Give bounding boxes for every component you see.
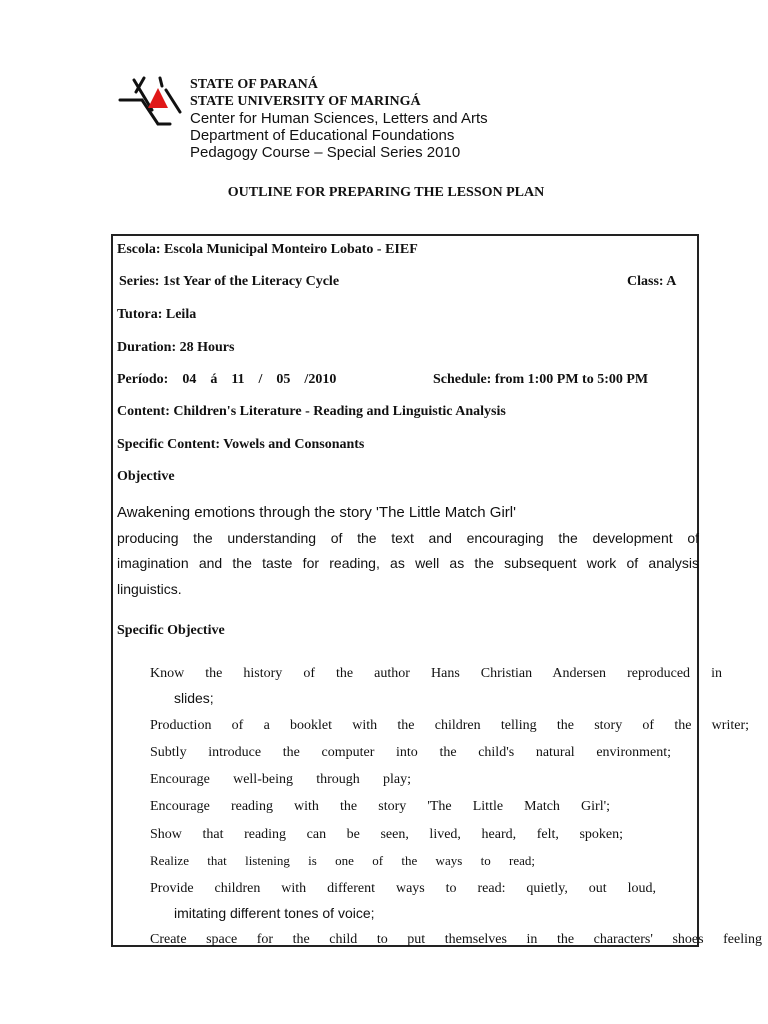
specific-objective-8-cont: imitating different tones of voice; (174, 905, 375, 921)
field-tutora: Tutora: Leila (117, 307, 197, 322)
specific-objective-4: Encourage well-being through play; (150, 772, 411, 787)
field-specific-content: Specific Content: Vowels and Consonants (117, 437, 365, 452)
specific-objective-5: Encourage reading with the story 'The Little Match Girl'; (150, 799, 610, 814)
field-series: Series: 1st Year of the Literacy Cycle (119, 274, 340, 289)
header-state: STATE OF PARANÁ (190, 77, 318, 92)
field-content: Content: Children's Literature - Reading and Linguistic Analysis (117, 404, 506, 419)
header-course: Pedagogy Course – Special Series 2010 (190, 144, 461, 161)
objective-line-3: imagination and the taste for reading, as well as the subsequent work of analysis (117, 555, 699, 571)
header-university: STATE UNIVERSITY OF MARINGÁ (190, 94, 421, 109)
field-class: Class: A (627, 274, 677, 289)
specific-objective-1: Know the history of the author Hans Christian Andersen reproduced in (150, 666, 722, 681)
specific-objective-8: Provide children with different ways to read: quietly, out loud, (150, 881, 656, 896)
document-title: OUTLINE FOR PREPARING THE LESSON PLAN (227, 185, 545, 200)
objective-line-4: linguistics. (117, 581, 182, 597)
specific-objective-2: Production of a booklet with the children telling the story of the writer; (150, 718, 749, 733)
specific-objective-1-cont: slides; (174, 690, 214, 706)
field-schedule: Schedule: from 1:00 PM to 5:00 PM (433, 372, 649, 387)
header-center: Center for Human Sciences, Letters and Arts (190, 110, 488, 127)
objective-line-2: producing the understanding of the text and encouraging the development of (117, 530, 699, 546)
specific-objective-7: Realize that listening is one of the ways to read; (150, 853, 535, 868)
objective-heading: Objective (117, 469, 175, 484)
specific-objective-heading: Specific Objective (117, 623, 225, 638)
specific-objective-9: Create space for the child to put themselves in the characters' shoes feeling (150, 932, 762, 947)
specific-objective-6: Show that reading can be seen, lived, heard, felt, spoken; (150, 827, 623, 842)
field-duration: Duration: 28 Hours (117, 340, 235, 355)
header-department: Department of Educational Foundations (190, 127, 455, 144)
specific-objective-3: Subtly introduce the computer into the child's natural environment; (150, 745, 671, 760)
university-logo (118, 76, 184, 128)
field-escola: Escola: Escola Municipal Monteiro Lobato - EIEF (117, 242, 418, 257)
field-periodo: Período: 04 á 11 / 05 /2010 (117, 372, 337, 387)
objective-line-1: Awakening emotions through the story 'The Little Match Girl' (117, 504, 516, 521)
